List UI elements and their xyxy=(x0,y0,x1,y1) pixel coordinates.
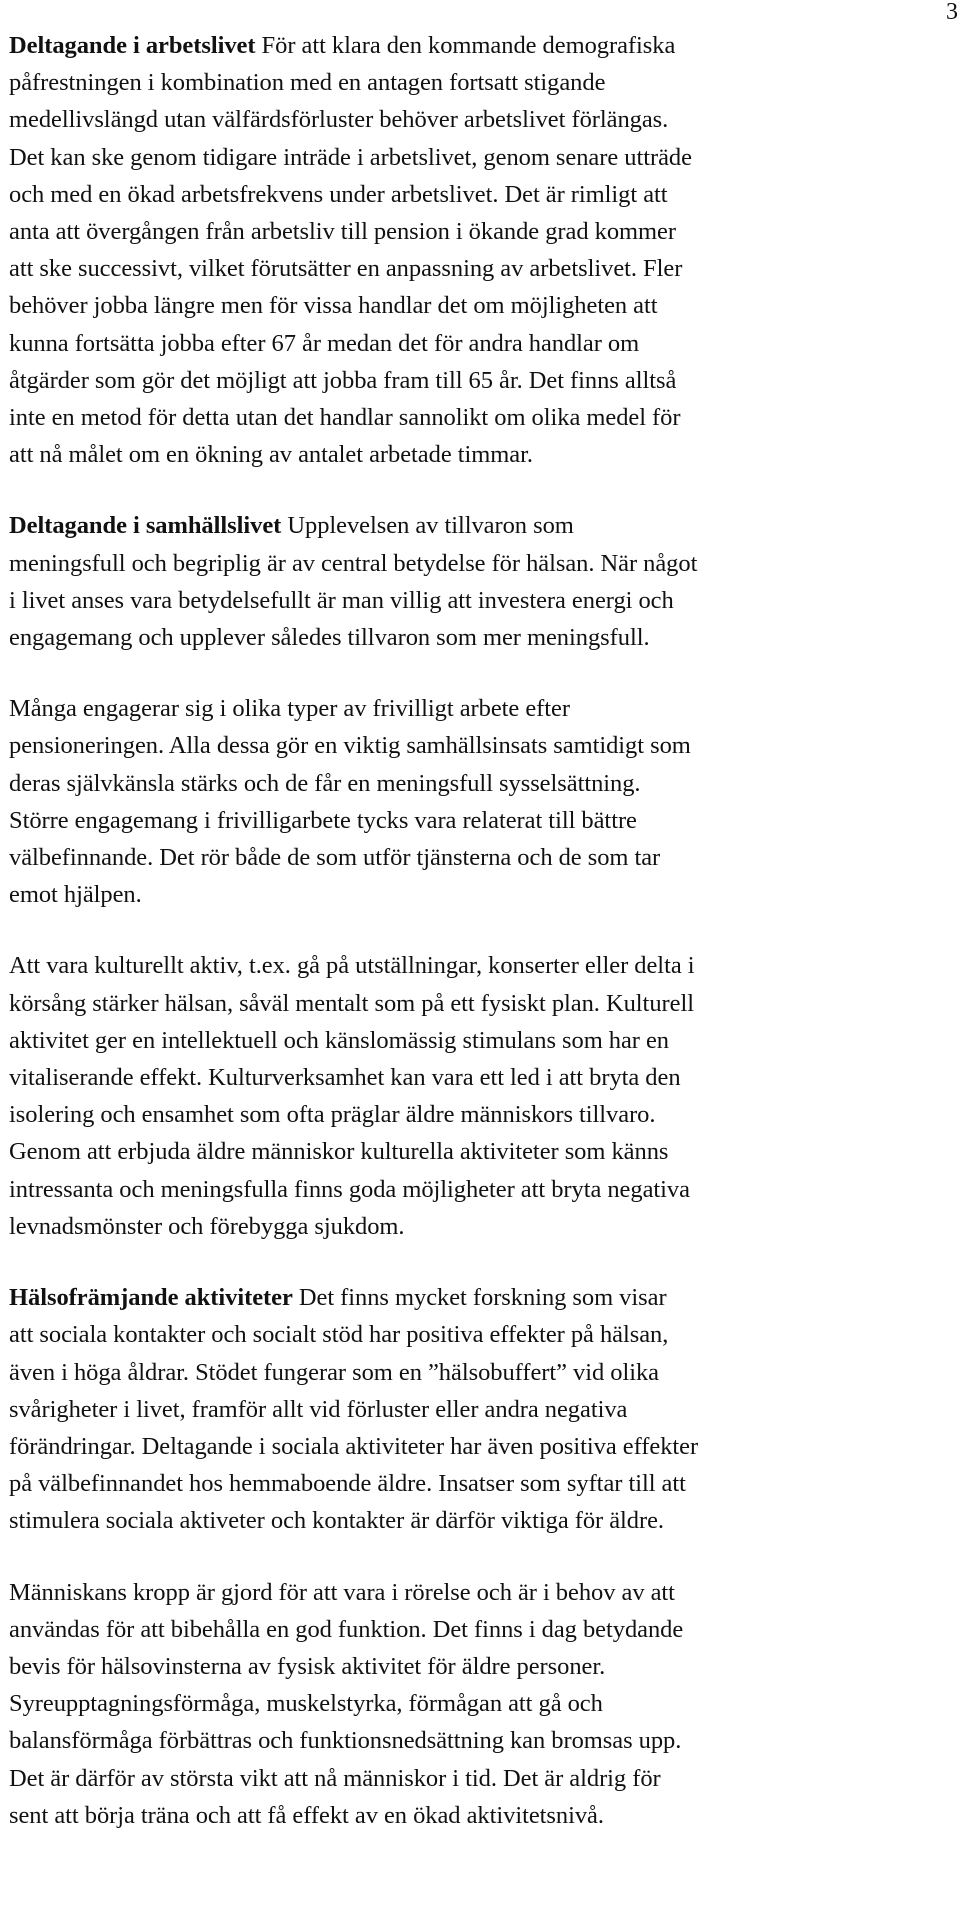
text-line xyxy=(9,507,959,544)
text-line xyxy=(9,27,959,64)
text-line: intressanta och meningsfulla finns goda möjligheter att bryta negativa xyxy=(9,1175,690,1203)
text-line: svårigheter i livet, framför allt vid förluster eller andra negativa xyxy=(9,1395,628,1423)
text-line xyxy=(9,1279,959,1316)
text-line: deras självkänsla stärks och de får en meningsfull sysselsättning. xyxy=(9,769,641,797)
paragraph-deltagande-arbetslivet xyxy=(9,27,959,473)
text-line: behöver jobba längre men för vissa handlar det om möjligheten att xyxy=(9,292,658,320)
section-heading: Deltagande i samhällslivet xyxy=(9,512,282,540)
text-line: Många engagerar sig i olika typer av frivilligt arbete efter xyxy=(9,695,570,723)
text-line: även i höga åldrar. Stödet fungerar som en ”hälsobuffert” vid olika xyxy=(9,1358,660,1386)
paragraph-deltagande-samhallslivet xyxy=(9,507,959,656)
paragraph-kulturellt-aktiv xyxy=(9,947,959,1245)
text-line: aktivitet ger en intellektuell och känslomässig stimulans som har en xyxy=(9,1026,670,1054)
paragraph-frivilligt-arbete xyxy=(9,690,959,913)
text-line: kunna fortsätta jobba efter 67 år medan det för andra handlar om xyxy=(9,329,640,357)
text-line: Att vara kulturellt aktiv, t.ex. gå på utställningar, konserter eller delta i xyxy=(9,952,695,980)
text-line: emot hjälpen. xyxy=(9,881,142,909)
text-line: meningsfull och begriplig är av central betydelse för hälsan. När något xyxy=(9,549,698,577)
text-line: anta att övergången från arbetsliv till pension i ökande grad kommer xyxy=(9,218,676,246)
text-line: inte en metod för detta utan det handlar sannolikt om olika medel för xyxy=(9,404,681,432)
text-line: pensioneringen. Alla dessa gör en viktig samhällsinsats samtidigt som xyxy=(9,732,691,760)
text-line: medellivslängd utan välfärdsförluster behöver arbetslivet förlängas. xyxy=(9,106,669,134)
text-line: påfrestningen i kombination med en antagen fortsatt stigande xyxy=(9,69,606,97)
text-line: levnadsmönster och förebygga sjukdom. xyxy=(9,1212,405,1240)
text-line: stimulera sociala aktiveter och kontakter är därför viktiga för äldre. xyxy=(9,1507,664,1535)
text-line: på välbefinnandet hos hemmaboende äldre. Insatser som syftar till att xyxy=(9,1470,686,1498)
text-run: Upplevelsen av tillvaron som xyxy=(281,512,574,540)
text-line: sent att börja träna och att få effekt av en ökad aktivitetsnivå. xyxy=(9,1801,604,1829)
text-line: isolering och ensamhet som ofta präglar äldre människors tillvaro. xyxy=(9,1101,656,1129)
text-line: att ske successivt, vilket förutsätter en anpassning av arbetslivet. Fler xyxy=(9,255,683,283)
paragraph-halsoframjande-aktiviteter xyxy=(9,1279,959,1539)
text-line: Genom att erbjuda äldre människor kulturella aktiviteter som känns xyxy=(9,1138,669,1166)
paragraph-fysisk-aktivitet xyxy=(9,1574,959,1834)
text-line: i livet anses vara betydelsefullt är man villig att investera energi och xyxy=(9,586,674,614)
text-line: körsång stärker hälsan, såväl mentalt som på ett fysiskt plan. Kulturell xyxy=(9,989,694,1017)
text-line: välbefinnande. Det rör både de som utför tjänsterna och de som tar xyxy=(9,844,661,872)
section-heading: Deltagande i arbetslivet xyxy=(9,32,256,59)
page-number: 3 xyxy=(946,0,958,25)
text-line: förändringar. Deltagande i sociala aktiviteter har även positiva effekter xyxy=(9,1432,699,1460)
text-line: Större engagemang i frivilligarbete tycks vara relaterat till bättre xyxy=(9,806,637,834)
text-line: balansförmåga förbättras och funktionsnedsättning kan bromsas upp. xyxy=(9,1727,682,1755)
text-line: och med en ökad arbetsfrekvens under arbetslivet. Det är rimligt att xyxy=(9,180,668,208)
text-line: engagemang och upplever således tillvaron som mer meningsfull. xyxy=(9,624,650,652)
text-line: bevis för hälsovinsterna av fysisk aktivitet för äldre personer. xyxy=(9,1652,606,1680)
text-line: vitaliserande effekt. Kulturverksamhet kan vara ett led i att bryta den xyxy=(9,1064,681,1092)
text-line: användas för att bibehålla en god funktion. Det finns i dag betydande xyxy=(9,1615,684,1643)
document-body xyxy=(9,27,959,1834)
text-line: åtgärder som gör det möjligt att jobba fram till 65 år. Det finns alltså xyxy=(9,366,677,394)
text-run: Det finns mycket forskning som visar xyxy=(292,1284,667,1312)
text-line: Syreupptagningsförmåga, muskelstyrka, förmågan att gå och xyxy=(9,1690,603,1718)
text-line: Människans kropp är gjord för att vara i rörelse och är i behov av att xyxy=(9,1578,675,1606)
section-heading: Hälsofrämjande aktiviteter xyxy=(9,1284,293,1312)
text-line: att nå målet om en ökning av antalet arbetade timmar. xyxy=(9,441,533,469)
text-line: Det kan ske genom tidigare inträde i arbetslivet, genom senare utträde xyxy=(9,143,692,171)
text-line: Det är därför av största vikt att nå människor i tid. Det är aldrig för xyxy=(9,1764,661,1792)
text-line: att sociala kontakter och socialt stöd har positiva effekter på hälsan, xyxy=(9,1321,669,1349)
text-run: För att klara den kommande demografiska xyxy=(255,32,676,59)
